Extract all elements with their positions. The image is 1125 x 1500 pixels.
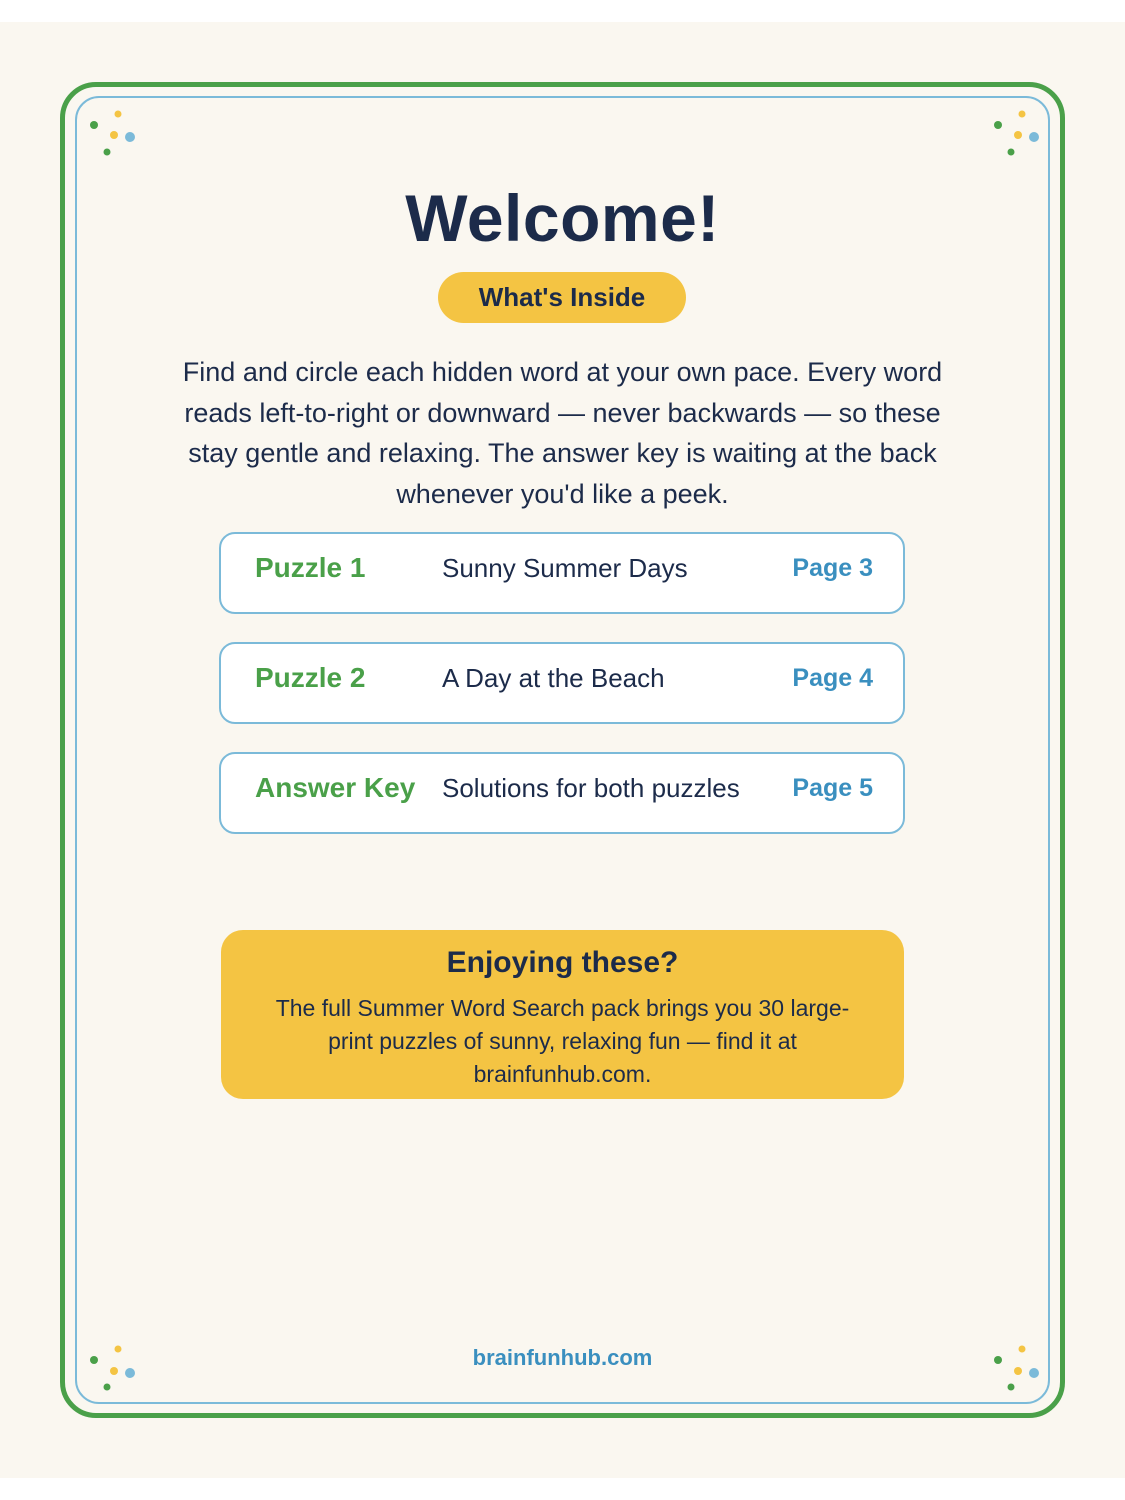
contents-item-description: Solutions for both puzzles (442, 773, 740, 803)
promo-box (221, 930, 904, 1099)
footer-site-link[interactable]: brainfunhub.com (472, 1345, 653, 1370)
contents-row-answer-key (219, 752, 905, 834)
contents-row-puzzle-2 (219, 642, 905, 724)
contents-item-page: Page 3 (792, 554, 873, 582)
promo-title: Enjoying these? (446, 946, 679, 979)
whats-inside-badge: What's Inside (438, 272, 686, 323)
contents-item-description: Sunny Summer Days (442, 553, 688, 583)
contents-item-page: Page 4 (792, 664, 873, 692)
contents-row-puzzle-1 (219, 532, 905, 614)
promo-body: The full Summer Word Search pack brings you 30 large-print puzzles of sunny, relaxing fun — find it at brainfunhub.com. (275, 995, 850, 1087)
intro-paragraph: Find and circle each hidden word at your own pace. Every word reads left-to-right or downward — never backwards — so these stay gentle and relaxing. The answer key is waiting at the back whenever you'd like a peek. (182, 357, 943, 509)
confetti-dots-icon (990, 106, 1050, 166)
contents-item-page: Page 5 (792, 774, 873, 802)
contents-item-name: Answer Key (255, 772, 416, 803)
contents-item-name: Puzzle 1 (255, 552, 366, 583)
page-title: Welcome! (405, 181, 720, 255)
contents-item-name: Puzzle 2 (255, 662, 366, 693)
confetti-dots-icon (86, 106, 146, 166)
contents-item-description: A Day at the Beach (442, 663, 665, 693)
